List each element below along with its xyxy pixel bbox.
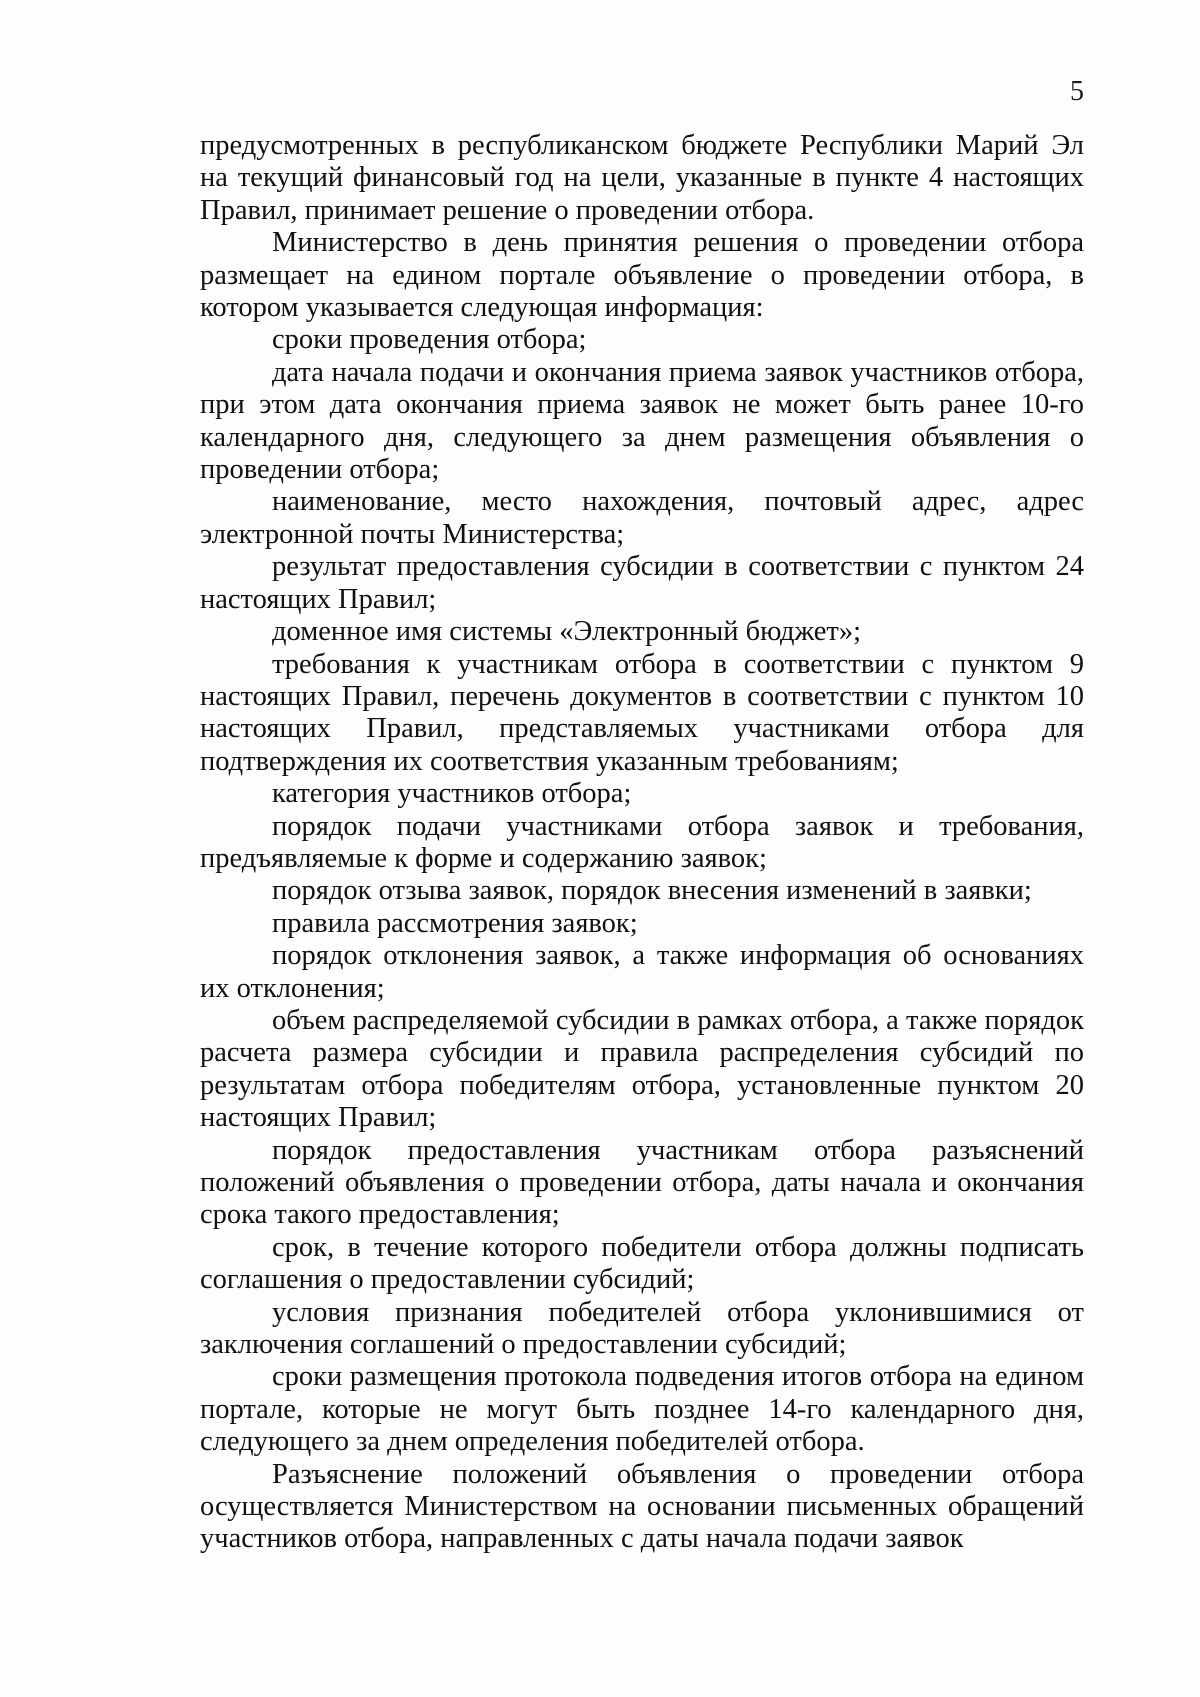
list-item: дата начала подачи и окончания приема заявок участников отбора, при этом дата окончания приема заявок не может быть ранее 10-го календарного дня, следующего за днем размещения объявления о проведении отбора; (200, 356, 1084, 486)
paragraph: Министерство в день принятия решения о проведении отбора размещает на едином портале объявление о проведении отбора, в котором указывается следующая информация: (200, 227, 1084, 324)
list-item: порядок предоставления участникам отбора разъяснений положений объявления о проведении отбора, даты начала и окончания срока такого предоставления; (200, 1134, 1084, 1231)
page-number: 5 (1070, 76, 1084, 107)
list-item: условия признания победителей отбора уклонившимися от заключения соглашений о предоставлении субсидий; (200, 1296, 1084, 1361)
list-item: сроки проведения отбора; (272, 324, 587, 356)
list-item: правила рассмотрения заявок; (272, 907, 638, 939)
list-item: категория участников отбора; (272, 778, 632, 810)
list-item: срок, в течение которого победители отбора должны подписать соглашения о предоставлении субсидий; (200, 1231, 1084, 1296)
list-item: порядок отзыва заявок, порядок внесения изменений в заявки; (272, 875, 1032, 907)
list-item: доменное имя системы «Электронный бюджет»; (272, 616, 862, 648)
document-body (200, 130, 1084, 1556)
list-item: порядок подачи участниками отбора заявок и требования, предъявляемые к форме и содержанию заявок; (200, 810, 1084, 874)
list-item: требования к участникам отбора в соответствии с пунктом 9 настоящих Правил, перечень документов в соответствии с пунктом 10 настоящих Правил, представляемых участниками отбора для подтверждения их соответствия указанным требованиям; (200, 648, 1084, 777)
list-item: наименование, место нахождения, почтовый адрес, адрес электронной почты Министерства; (200, 486, 1084, 550)
list-item: результат предоставления субсидии в соответствии с пунктом 24 настоящих Правил; (200, 551, 1084, 615)
list-item: сроки размещения протокола подведения итогов отбора на едином портале, которые не могут быть позднее 14-го календарного дня, следующего за днем определения победителей отбора. (200, 1361, 1084, 1458)
paragraph: Разъяснение положений объявления о проведении отбора осуществляется Министерством на основании письменных обращений участников отбора, направленных с даты начала подачи заявок (200, 1458, 1084, 1555)
paragraph-continuation: предусмотренных в республиканском бюджете Республики Марий Эл на текущий финансовый год на цели, указанные в пункте 4 настоящих Правил, принимает решение о проведении отбора. (200, 130, 1084, 226)
list-item: порядок отклонения заявок, а также информация об основаниях их отклонения; (200, 940, 1084, 1004)
list-item: объем распределяемой субсидии в рамках отбора, а также порядок расчета размера субсидии и правила распределения субсидий по результатам отбора победителям отбора, установленные пунктом 20 настоящих Правил; (200, 1004, 1084, 1134)
